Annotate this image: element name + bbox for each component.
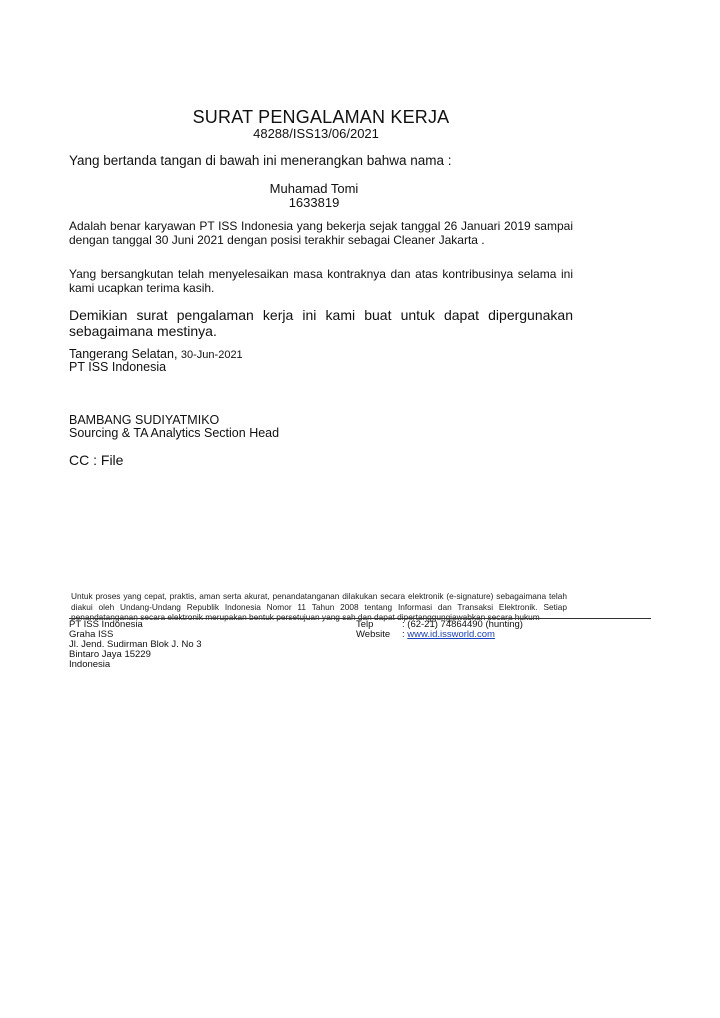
place: Tangerang Selatan,: [69, 347, 178, 361]
cc-line: CC : File: [69, 452, 124, 468]
employee-id: 1633819: [288, 195, 340, 210]
closing-paragraph: Demikian surat pengalaman kerja ini kami buat untuk dapat dipergunakan sebagaimana mestinya.: [69, 307, 573, 339]
employee-name: Muhamad Tomi: [269, 181, 359, 196]
telp-value: : (62-21) 74864490 (hunting): [402, 619, 523, 630]
footer-address-line: Graha ISS: [69, 629, 114, 640]
date: 30-Jun-2021: [180, 349, 243, 361]
intro-text: Yang bertanda tangan di bawah ini menerangkan bahwa nama :: [69, 153, 452, 168]
signer-title: Sourcing & TA Analytics Section Head: [69, 426, 280, 440]
telp-label: Telp: [356, 619, 374, 630]
footer-address-line: Indonesia: [69, 659, 111, 670]
company-name: PT ISS Indonesia: [69, 360, 167, 374]
website-value: [402, 630, 495, 640]
signer-name: BAMBANG SUDIYATMIKO: [69, 413, 220, 427]
website-label: Website: [356, 629, 391, 640]
esignature-note: Untuk proses yang cepat, praktis, aman serta akurat, penandatanganan dilakukan secara elektronik (e-signature) sebagaimana telah diakui oleh Undang-Undang Republik Indonesia Nomor 11 Tahun 2008 tentang Informasi dan Transaksi Elektronik. Setiap penandatanganan secara elektronik merupakan bentuk persetujuan yang sah dan dapat dipertanggungjawabkan secara hukum: [71, 591, 567, 622]
website-link[interactable]: www.id.issworld.com: [407, 629, 495, 640]
document-number: 48288/ISS13/06/2021: [253, 126, 379, 141]
thanks-paragraph: Yang bersangkutan telah menyelesaikan masa kontraknya dan atas kontribusinya selama ini kami ucapkan terima kasih.: [69, 267, 573, 295]
document-title: SURAT PENGALAMAN KERJA: [192, 107, 450, 127]
footer-address-line: Bintaro Jaya 15229: [69, 649, 151, 660]
footer-address-line: Jl. Jend. Sudirman Blok J. No 3: [69, 639, 202, 650]
place-date: [69, 347, 243, 361]
website-prefix: :: [402, 629, 408, 640]
employment-paragraph: Adalah benar karyawan PT ISS Indonesia yang bekerja sejak tanggal 26 Januari 2019 sampai dengan tanggal 30 Juni 2021 dengan posisi terakhir sebagai Cleaner Jakarta .: [69, 219, 573, 247]
footer-address-line: PT ISS Indonesia: [69, 619, 143, 630]
